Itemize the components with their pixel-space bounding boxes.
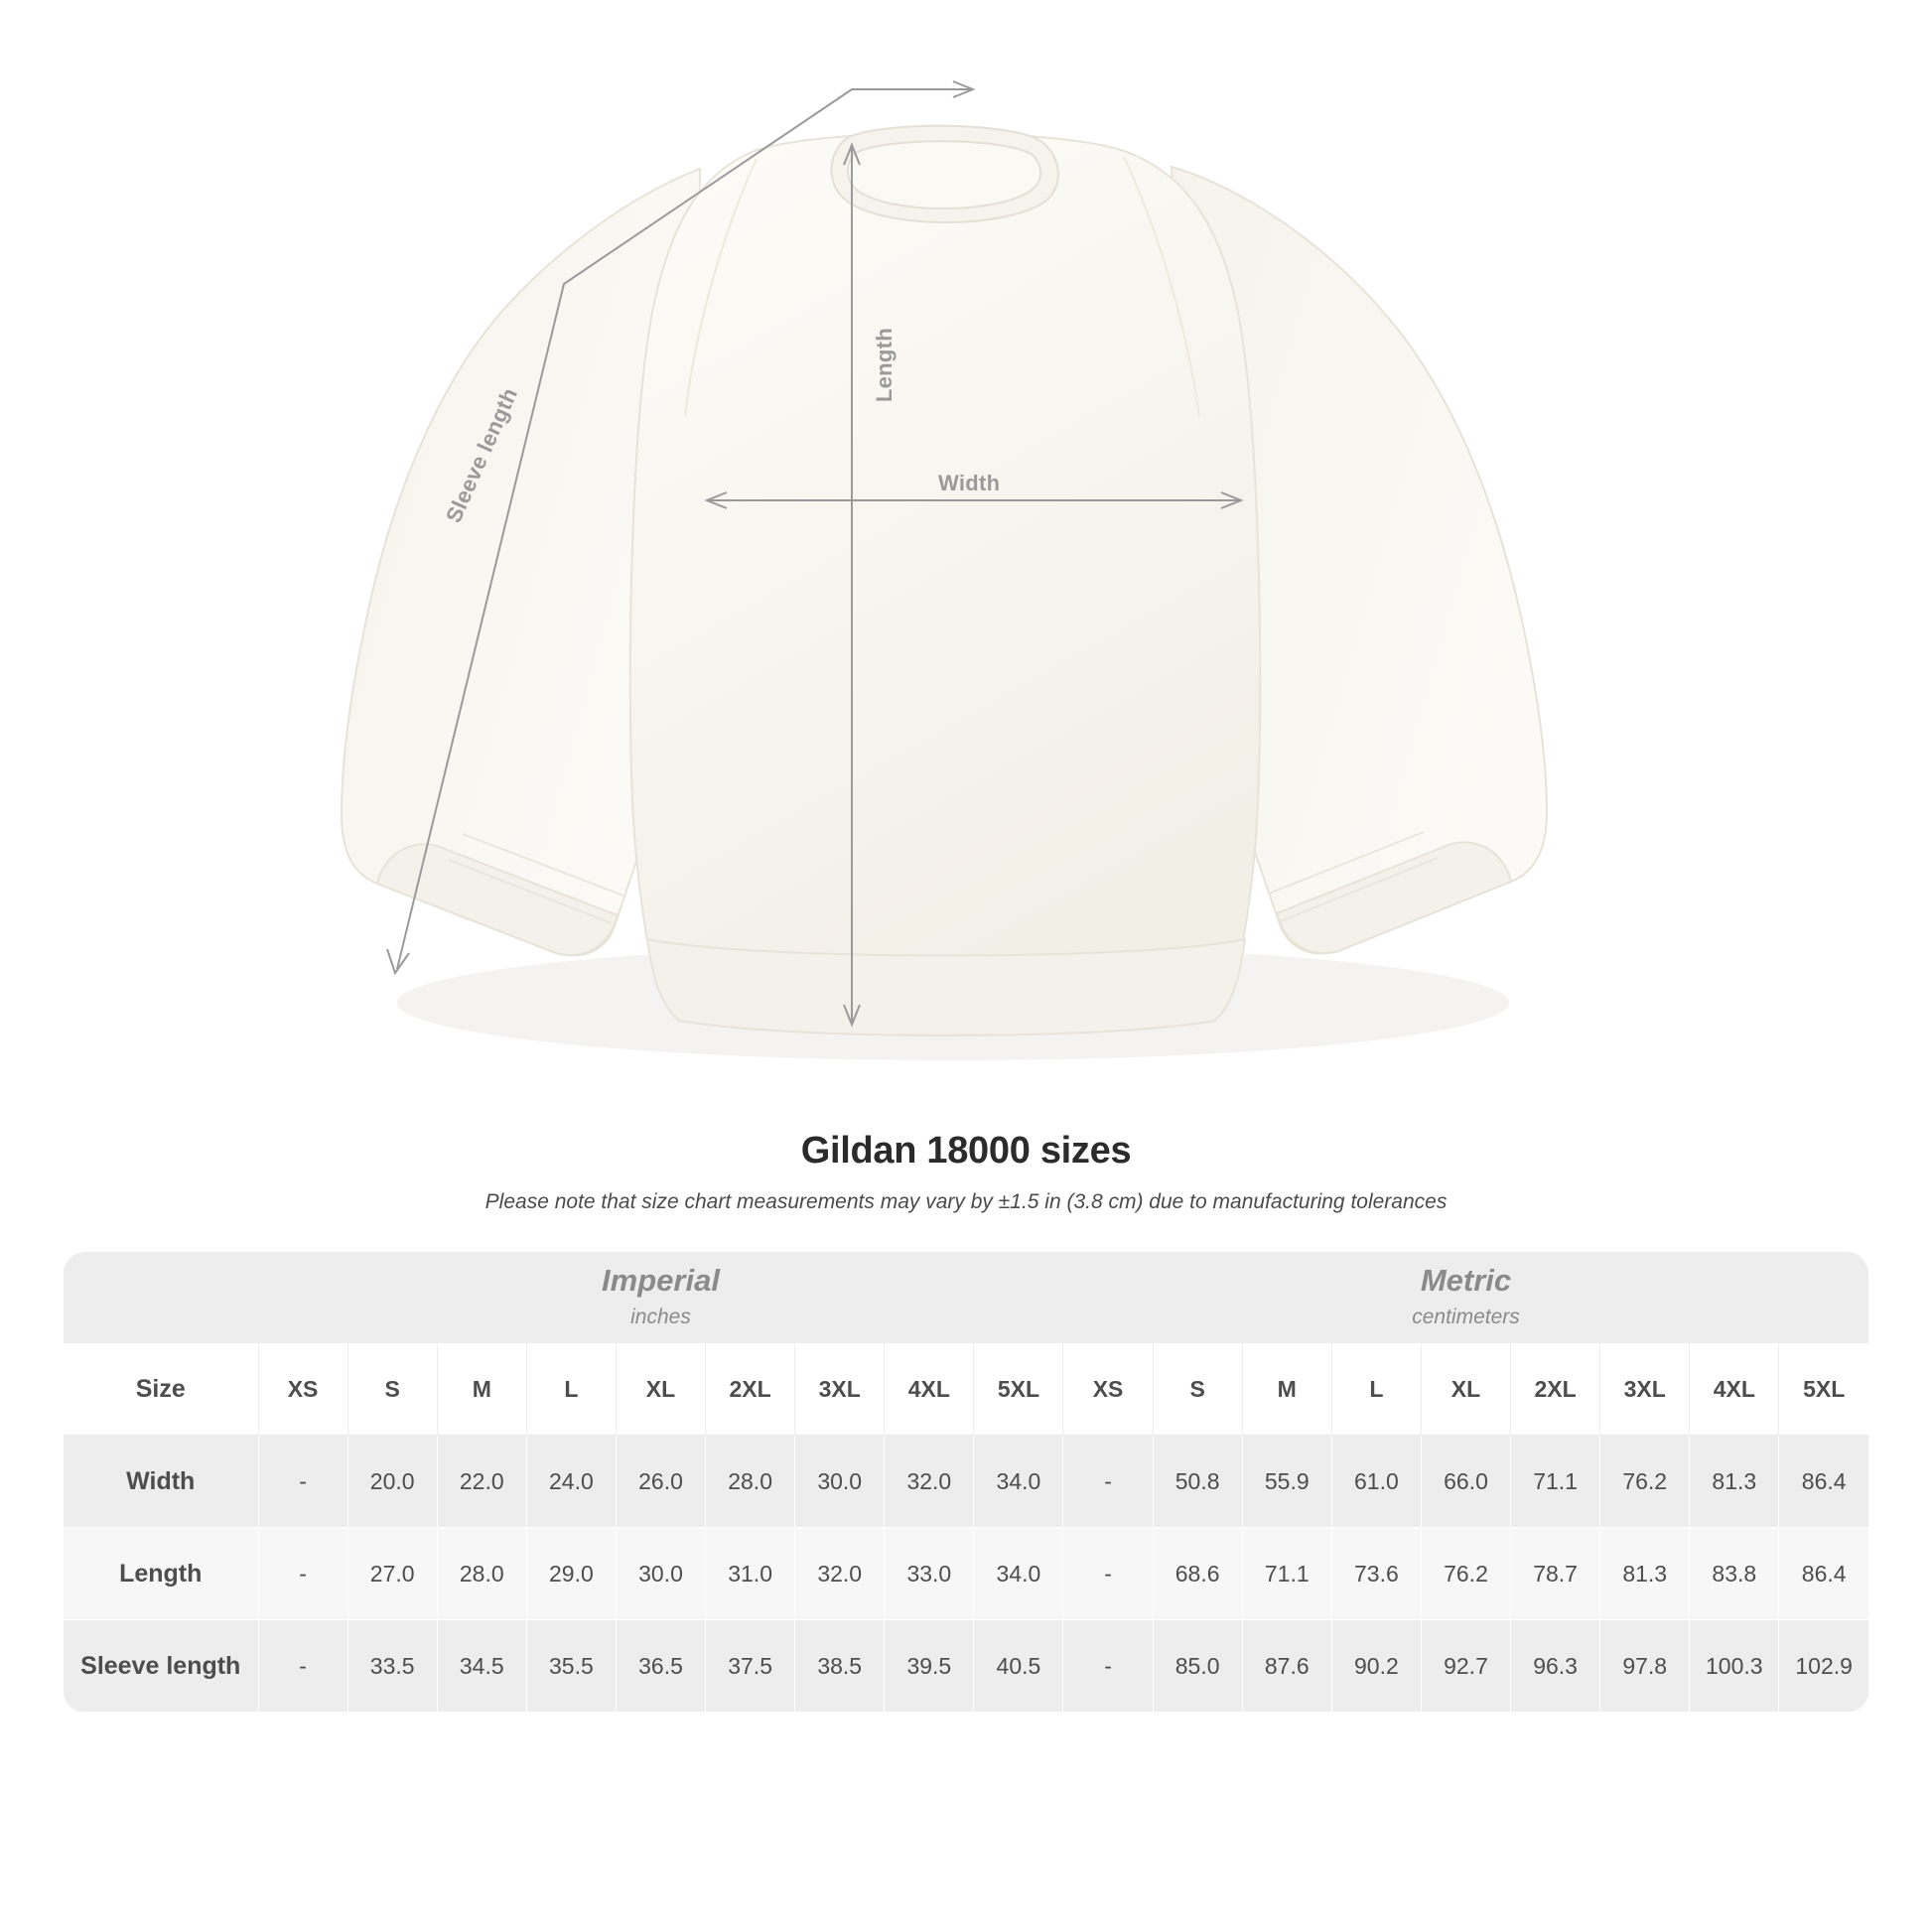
row-header-sleeve-length: Sleeve length xyxy=(64,1620,258,1713)
cell-sleeve-length-imperial-xs: - xyxy=(258,1620,347,1713)
cell-sleeve-length-imperial-2xl: 37.5 xyxy=(706,1620,795,1713)
cell-length-metric-4xl: 83.8 xyxy=(1690,1528,1779,1620)
cell-width-imperial-s: 20.0 xyxy=(347,1436,437,1528)
cell-sleeve-length-imperial-s: 33.5 xyxy=(347,1620,437,1713)
cell-sleeve-length-imperial-4xl: 39.5 xyxy=(885,1620,974,1713)
cell-width-metric-xs: - xyxy=(1063,1436,1153,1528)
cell-width-imperial-xl: 26.0 xyxy=(616,1436,705,1528)
table-row xyxy=(64,1620,1868,1713)
cell-sleeve-length-metric-l: 90.2 xyxy=(1331,1620,1421,1713)
cell-length-metric-xl: 76.2 xyxy=(1421,1528,1510,1620)
cell-length-metric-m: 71.1 xyxy=(1242,1528,1331,1620)
cell-width-imperial-5xl: 34.0 xyxy=(974,1436,1063,1528)
cell-width-imperial-2xl: 28.0 xyxy=(706,1436,795,1528)
cell-width-imperial-m: 22.0 xyxy=(437,1436,526,1528)
cell-width-metric-3xl: 76.2 xyxy=(1600,1436,1690,1528)
column-header-metric-5xl: 5XL xyxy=(1779,1343,1868,1436)
cell-length-imperial-s: 27.0 xyxy=(347,1528,437,1620)
cell-sleeve-length-metric-2xl: 96.3 xyxy=(1511,1620,1600,1713)
cell-sleeve-length-metric-m: 87.6 xyxy=(1242,1620,1331,1713)
size-table-container xyxy=(64,1252,1868,1713)
column-header-imperial-m: M xyxy=(437,1343,526,1436)
cell-length-imperial-2xl: 31.0 xyxy=(706,1528,795,1620)
column-header-imperial-4xl: 4XL xyxy=(885,1343,974,1436)
cell-sleeve-length-metric-xl: 92.7 xyxy=(1421,1620,1510,1713)
cell-length-metric-5xl: 86.4 xyxy=(1779,1528,1868,1620)
tolerance-note: Please note that size chart measurements may vary by ±1.5 in (3.8 cm) due to manufacturing tolerances xyxy=(484,1190,1448,1213)
cell-sleeve-length-imperial-3xl: 38.5 xyxy=(795,1620,885,1713)
title-block xyxy=(0,1130,1932,1214)
column-header-imperial-xs: XS xyxy=(258,1343,347,1436)
row-header-length: Length xyxy=(64,1528,258,1620)
unit-name: Imperial xyxy=(602,1262,720,1298)
column-header-imperial-s: S xyxy=(347,1343,437,1436)
cell-length-metric-l: 73.6 xyxy=(1331,1528,1421,1620)
unit-header-row xyxy=(64,1252,1868,1343)
cell-length-metric-2xl: 78.7 xyxy=(1511,1528,1600,1620)
column-header-metric-xl: XL xyxy=(1421,1343,1510,1436)
cell-sleeve-length-metric-5xl: 102.9 xyxy=(1779,1620,1868,1713)
column-header-metric-l: L xyxy=(1331,1343,1421,1436)
cell-width-metric-4xl: 81.3 xyxy=(1690,1436,1779,1528)
cell-length-imperial-5xl: 34.0 xyxy=(974,1528,1063,1620)
cell-sleeve-length-imperial-5xl: 40.5 xyxy=(974,1620,1063,1713)
cell-sleeve-length-imperial-m: 34.5 xyxy=(437,1620,526,1713)
unit-subtitle: centimeters xyxy=(1412,1305,1520,1328)
cell-width-metric-m: 55.9 xyxy=(1242,1436,1331,1528)
cell-length-imperial-4xl: 33.0 xyxy=(885,1528,974,1620)
size-header-row xyxy=(64,1343,1868,1436)
column-header-imperial-xl: XL xyxy=(616,1343,705,1436)
column-header-imperial-2xl: 2XL xyxy=(706,1343,795,1436)
size-table xyxy=(64,1252,1868,1713)
column-header-metric-4xl: 4XL xyxy=(1690,1343,1779,1436)
cell-width-metric-l: 61.0 xyxy=(1331,1436,1421,1528)
column-header-metric-s: S xyxy=(1153,1343,1242,1436)
cell-length-imperial-xs: - xyxy=(258,1528,347,1620)
cell-length-metric-s: 68.6 xyxy=(1153,1528,1242,1620)
column-header-metric-2xl: 2XL xyxy=(1511,1343,1600,1436)
cell-length-imperial-l: 29.0 xyxy=(526,1528,616,1620)
cell-width-imperial-xs: - xyxy=(258,1436,347,1528)
cell-width-imperial-l: 24.0 xyxy=(526,1436,616,1528)
column-header-imperial-l: L xyxy=(526,1343,616,1436)
cell-width-metric-s: 50.8 xyxy=(1153,1436,1242,1528)
cell-length-imperial-3xl: 32.0 xyxy=(795,1528,885,1620)
table-row xyxy=(64,1436,1868,1528)
column-header-size: Size xyxy=(64,1343,258,1436)
cell-length-metric-3xl: 81.3 xyxy=(1600,1528,1690,1620)
cell-length-imperial-m: 28.0 xyxy=(437,1528,526,1620)
row-header-width: Width xyxy=(64,1436,258,1528)
column-header-metric-xs: XS xyxy=(1063,1343,1153,1436)
cell-width-imperial-4xl: 32.0 xyxy=(885,1436,974,1528)
sleeve-length-dimension-label: Sleeve length xyxy=(441,383,523,527)
column-header-imperial-3xl: 3XL xyxy=(795,1343,885,1436)
cell-sleeve-length-metric-s: 85.0 xyxy=(1153,1620,1242,1713)
unit-name: Metric xyxy=(1420,1262,1512,1298)
column-header-metric-m: M xyxy=(1242,1343,1331,1436)
unit-header-metric xyxy=(1063,1252,1868,1343)
cell-width-metric-xl: 66.0 xyxy=(1421,1436,1510,1528)
unit-row-spacer xyxy=(64,1252,258,1343)
length-dimension-label: Length xyxy=(872,328,897,403)
cell-length-metric-xs: - xyxy=(1063,1528,1153,1620)
column-header-imperial-5xl: 5XL xyxy=(974,1343,1063,1436)
cell-width-metric-2xl: 71.1 xyxy=(1511,1436,1600,1528)
cell-width-imperial-3xl: 30.0 xyxy=(795,1436,885,1528)
cell-sleeve-length-metric-3xl: 97.8 xyxy=(1600,1620,1690,1713)
unit-subtitle: inches xyxy=(630,1305,691,1328)
cell-sleeve-length-imperial-l: 35.5 xyxy=(526,1620,616,1713)
cell-length-imperial-xl: 30.0 xyxy=(616,1528,705,1620)
unit-header-imperial xyxy=(258,1252,1063,1343)
cell-width-metric-5xl: 86.4 xyxy=(1779,1436,1868,1528)
width-dimension-label: Width xyxy=(938,471,1001,495)
column-header-metric-3xl: 3XL xyxy=(1600,1343,1690,1436)
cell-sleeve-length-imperial-xl: 36.5 xyxy=(616,1620,705,1713)
table-row xyxy=(64,1528,1868,1620)
page-title: Gildan 18000 sizes xyxy=(800,1130,1132,1172)
cell-sleeve-length-metric-4xl: 100.3 xyxy=(1690,1620,1779,1713)
cell-sleeve-length-metric-xs: - xyxy=(1063,1620,1153,1713)
